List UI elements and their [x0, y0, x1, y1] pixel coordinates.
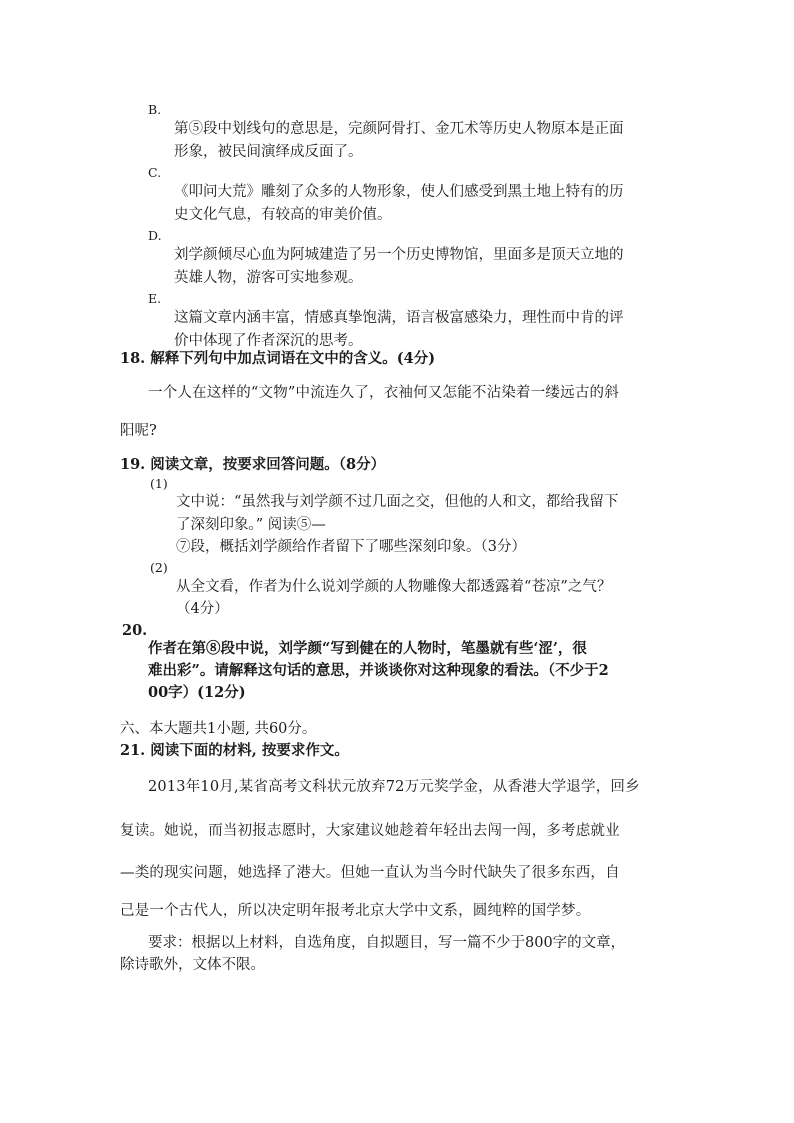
- question-text: 难出彩”。请解释这句话的意思，并谈谈你对这种现象的看法。（不少于2: [148, 662, 609, 679]
- material-text: 复读。她说，而当初报志愿时，大家建议她趁着年轻出去闯一闯，多考虑就业: [120, 823, 620, 839]
- option-text: 《叩问大荒》雕刻了众多的人物形象，使人们感受到黑土地上特有的历: [174, 184, 624, 200]
- section-heading: 六、本大题共1小题, 共60分。: [120, 721, 317, 737]
- question-text: 作者在第⑧段中说，刘学颜“写到健在的人物时，笔墨就有些‘涩’，很: [148, 640, 587, 657]
- option-label: D.: [148, 228, 162, 243]
- option-label: B.: [148, 102, 162, 117]
- subquestion-text: （4分）: [176, 601, 229, 617]
- question-text: 一个人在这样的“文物”中流连久了，衣袖何又怎能不沾染着一缕远古的斜: [148, 385, 619, 401]
- material-text: —类的现实问题，她选择了港大。但她一直认为当今时代缺失了很多东西，自: [120, 865, 620, 881]
- option-text: 史文化气息，有较高的审美价值。: [174, 207, 392, 223]
- subquestion-text: 了深刻印象。” 阅读⑤—: [176, 517, 326, 533]
- option-text: 第⑤段中划线句的意思是，完颜阿骨打、金兀术等历史人物原本是正面: [174, 121, 624, 137]
- option-text: 英雄人物，游客可实地参观。: [174, 270, 363, 286]
- option-text: 价中体现了作者深沉的思考。: [174, 333, 363, 349]
- option-text: 刘学颜倾尽心血为阿城建造了另一个历史博物馆，里面多是顶天立地的: [174, 247, 624, 263]
- question-title: 21. 阅读下面的材料, 按要求作文。: [120, 742, 349, 759]
- subquestion-text: 文中说：“虽然我与刘学颜不过几面之交，但他的人和文，都给我留下: [176, 494, 619, 510]
- question-title: 18. 解释下列句中加点词语在文中的含义。(4分): [120, 350, 436, 367]
- subquestion-label: (1): [150, 476, 168, 491]
- option-label: C.: [148, 165, 162, 180]
- subquestion-label: (2): [150, 560, 168, 575]
- requirement-text: 除诗歌外，文体不限。: [120, 957, 265, 973]
- requirement-text: 要求：根据以上材料，自选角度，自拟题目，写一篇不少于800字的文章，: [148, 935, 626, 951]
- question-text: 阳呢?: [120, 423, 157, 439]
- question-title: 19. 阅读文章，按要求回答问题。（8分）: [120, 456, 386, 473]
- subquestion-text: 从全文看，作者为什么说刘学颜的人物雕像大都透露着“苍凉”之气？: [176, 579, 612, 595]
- question-number: 20.: [122, 622, 148, 639]
- subquestion-text: ⑦段，概括刘学颜给作者留下了哪些深刻印象。（3分）: [176, 539, 526, 555]
- question-text: 00字）(12分): [148, 684, 246, 701]
- material-text: 己是一个古代人，所以决定明年报考北京大学中文系，圆纯粹的国学梦。: [120, 903, 591, 919]
- option-text: 这篇文章内涵丰富，情感真挚饱满，语言极富感染力，理性而中肯的评: [174, 310, 624, 326]
- material-text: 2013年10月,某省高考文科状元放弃72万元奖学金，从香港大学退学，回乡: [148, 779, 640, 795]
- option-label: E.: [148, 291, 162, 306]
- option-text: 形象，被民间演绎成反面了。: [174, 144, 363, 160]
